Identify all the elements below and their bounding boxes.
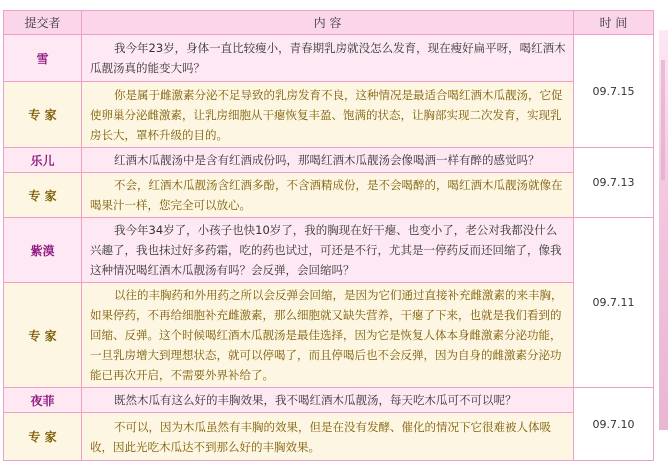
question-row xyxy=(4,148,654,173)
question-text: 我今年23岁，身体一直比较瘦小，青春期乳房就没怎么发育，现在瘦好扁平呀，喝红酒木瓜靓汤真的能变大吗？ xyxy=(82,35,574,82)
expert-label: 专 家 xyxy=(4,82,82,148)
submitter-name: 乐儿 xyxy=(4,148,82,173)
answer-text: 你是属于雌激素分泌不足导致的乳房发育不良，这种情况是最适合喝红酒木瓜靓汤，它促使卵巢分泌雌激素，让乳房细胞从干瘪恢复丰盈、饱满的状态，让胸部实现二次发育，实现乳房长大，罩杯升级的目的。 xyxy=(82,82,574,148)
post-date: 09.7.11 xyxy=(574,218,654,388)
answer-row xyxy=(4,82,654,148)
qa-table xyxy=(3,10,654,461)
submitter-name: 紫漠 xyxy=(4,218,82,283)
header-submitter: 提交者 xyxy=(4,11,82,35)
question-text: 红酒木瓜靓汤中是含有红酒成份吗，那喝红酒木瓜靓汤会像喝酒一样有醉的感觉吗？ xyxy=(82,148,574,173)
question-row xyxy=(4,388,654,413)
answer-row xyxy=(4,173,654,218)
header-row xyxy=(4,11,654,35)
expert-label: 专 家 xyxy=(4,173,82,218)
question-text: 既然木瓜有这么好的丰胸效果，我不喝红酒木瓜靓汤，每天吃木瓜可不可以呢？ xyxy=(82,388,574,413)
question-row xyxy=(4,35,654,82)
answer-text: 不可以，因为木瓜虽然有丰胸的效果，但是在没有发酵、催化的情况下它很难被人体吸收，因此光吃木瓜达不到那么好的丰胸效果。 xyxy=(82,413,574,461)
submitter-name: 雪 xyxy=(4,35,82,82)
question-row xyxy=(4,218,654,283)
answer-text: 不会，红酒木瓜靓汤含红酒多酚，不含酒精成份，是不会喝醉的，喝红酒木瓜靓汤就像在喝果汁一样，您完全可以放心。 xyxy=(82,173,574,218)
answer-row xyxy=(4,413,654,461)
header-time: 时 间 xyxy=(574,11,654,35)
answer-text: 以往的丰胸药和外用药之所以会反弹会回缩，是因为它们通过直接补充雌激素的来丰胸，如果停药，不再给细胞补充雌激素，那么细胞就又缺失营养，干瘪了下来，也就是我们看到的回缩、反弹。这个时候喝红酒木瓜靓汤是最佳选择，因为它是恢复人体本身雌激素分泌功能，一旦乳房增大到理想状态，就可以停喝了，而且停喝后也不会反弹，因为自身的雌激素分泌功能已再次开启，不需要外界补给了。 xyxy=(82,283,574,388)
expert-label: 专 家 xyxy=(4,283,82,388)
page-edge-stripe xyxy=(661,60,665,180)
post-date: 09.7.10 xyxy=(574,388,654,461)
post-date: 09.7.13 xyxy=(574,148,654,218)
header-content: 内 容 xyxy=(82,11,574,35)
submitter-name: 夜菲 xyxy=(4,388,82,413)
expert-label: 专 家 xyxy=(4,413,82,461)
answer-row xyxy=(4,283,654,388)
post-date: 09.7.15 xyxy=(574,35,654,148)
question-text: 我今年34岁了，小孩子也快10岁了，我的胸现在好干瘪、也变小了，老公对我都没什么兴趣了，我也抹过好多药霜，吃的药也试过，可还是不行，尤其是一停药反而还回缩了，像我这种情况喝红酒木瓜靓汤有吗？会反弹，会回缩吗？ xyxy=(82,218,574,283)
